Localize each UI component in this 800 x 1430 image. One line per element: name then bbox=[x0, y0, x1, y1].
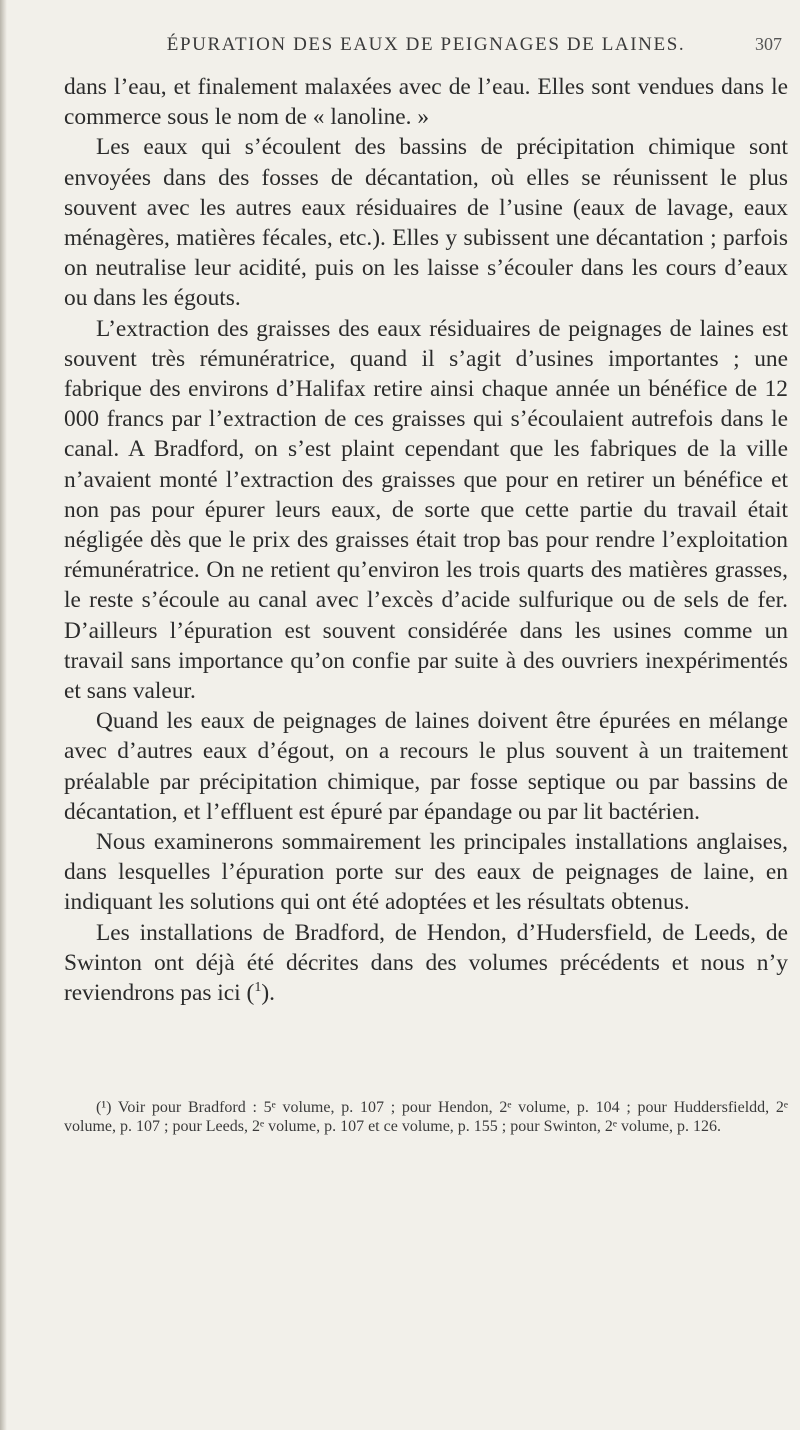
page-spine-shadow bbox=[0, 0, 7, 1430]
page-number: 307 bbox=[755, 34, 782, 54]
paragraph-installations-anglaises: Nous examinerons sommairement les principales installations anglaises, dans lesquelles l’épuration porte sur des eaux de peignages de laine, en indiquant les solutions qui ont été adoptées et les résultats obtenus. bbox=[64, 829, 788, 916]
footnote-reference: 1 bbox=[254, 979, 262, 996]
running-title: ÉPURATION DES EAUX DE PEIGNAGES DE LAINES. bbox=[166, 34, 686, 55]
footnote-marker: (¹) bbox=[96, 1099, 112, 1116]
footnote-text: Voir pour Bradford : 5ᵉ volume, p. 107 ; pour Hendon, 2ᵉ volume, p. 104 ; pour Huddersfieldd, 2ᵉ volume, p. 107 ; pour Leeds, 2ᵉ volume, p. 107 et ce volume, p. 155 ; pour Swinton, 2ᵉ volume, p. 126. bbox=[64, 1099, 788, 1135]
body-text bbox=[64, 72, 788, 1008]
footnote bbox=[64, 1098, 788, 1136]
page-header bbox=[64, 34, 788, 64]
paragraph-text-end: ). bbox=[261, 980, 275, 1007]
paragraph-extraction-graisses: L’extraction des graisses des eaux résiduaires de peignages de laines est souvent très rémunératrice, quand il s’agit d’usines importantes ; une fabrique des environs d’Halifax retire ainsi chaque année un bénéfice de 12 000 francs par l’extraction de ces graisses qui s’écoulaient autrefois dans le canal. A Bradford, on s’est plaint cependant que les fabriques de la ville n’avaient monté l’extraction des graisses que pour en retirer un bénéfice et non pas pour épurer leurs eaux, de sorte que cette partie du travail était négligée dès que le prix des graisses était trop bas pour rendre l’exploitation rémunératrice. On ne retient qu’environ les trois quarts des matières grasses, le reste s’écoule au canal avec l’excès d’acide sulfurique ou de sels de fer. D’ailleurs l’épuration est souvent considérée dans les usines comme un travail sans importance qu’on confie par suite à des ouvriers inexpérimentés et sans valeur. bbox=[64, 315, 788, 705]
paragraph-text: Les installations de Bradford, de Hendon, d’Hudersfield, de Leeds, de Swinton ont déjà été décrites dans des volumes précédents et nous n’y reviendrons pas ici ( bbox=[64, 919, 788, 1007]
footnote-paragraph bbox=[64, 1098, 788, 1136]
paragraph-traitement-prealable: Quand les eaux de peignages de laines doivent être épurées en mélange avec d’autres eaux d’égout, on a recours le plus souvent à un traitement préalable par précipitation chimique, par fosse septique ou par bassins de décantation, et l’effluent est épuré par épandage ou par lit bactérien. bbox=[64, 708, 788, 825]
paragraph-installations-decrites bbox=[64, 918, 788, 1009]
paragraph-fosses-decantation: Les eaux qui s’écoulent des bassins de précipitation chimique sont envoyées dans des fosses de décantation, où elles se réunissent le plus souvent avec les autres eaux résiduaires de l’usine (eaux de lavage, eaux ménagères, matières fécales, etc.). Elles y subissent une décantation ; parfois on neutralise leur acidité, puis on les laisse s’écouler dans les cours d’eaux ou dans les égouts. bbox=[64, 134, 788, 312]
paragraph-continuation: dans l’eau, et finalement malaxées avec de l’eau. Elles sont vendues dans le commerce sous le nom de « lanoline. » bbox=[64, 74, 788, 131]
